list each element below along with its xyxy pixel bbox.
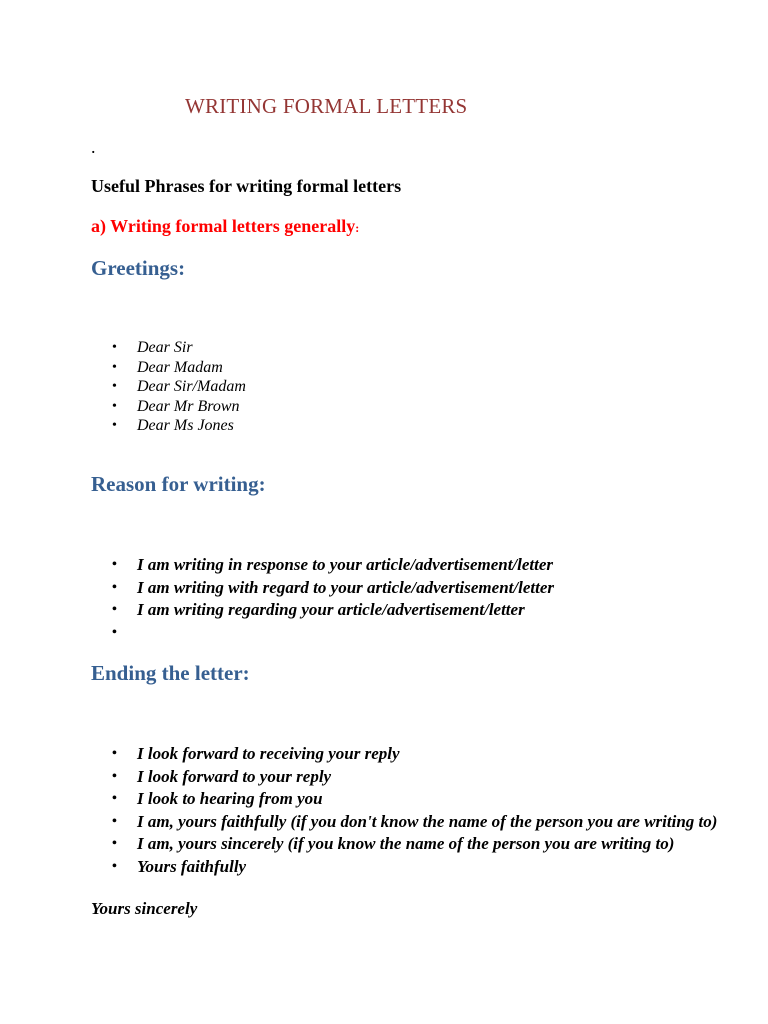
section-a-heading [91, 216, 359, 237]
page-title: WRITING FORMAL LETTERS [185, 94, 468, 118]
subtitle: Useful Phrases for writing formal letters [91, 176, 402, 196]
list-item: • Dear Sir [112, 338, 246, 358]
list-item: • I look forward to your reply [112, 766, 757, 789]
list-item: • Dear Sir/Madam [112, 377, 246, 397]
list-item: • I look forward to receiving your reply [112, 743, 757, 766]
list-item: • I am, yours faithfully (if you don't know the name of the person you are writing to) [112, 811, 757, 834]
greetings-heading: Greetings: [91, 256, 186, 280]
list-item: • Dear Ms Jones [112, 416, 246, 436]
list-item: • I am writing in response to your article/advertisement/letter [112, 554, 554, 577]
list-item [112, 622, 554, 645]
list-item: • I am, yours sincerely (if you know the name of the person you are writing to) [112, 833, 757, 856]
list-item: • Dear Mr Brown [112, 397, 246, 417]
ending-list [112, 743, 757, 878]
list-item: • I look to hearing from you [112, 788, 757, 811]
stray-bullet-dot: . [91, 137, 96, 157]
greetings-list [112, 338, 246, 436]
reason-heading: Reason for writing: [91, 472, 266, 496]
list-item: • I am writing with regard to your article/advertisement/letter [112, 577, 554, 600]
list-item: • Yours faithfully [112, 856, 757, 879]
reason-list [112, 554, 554, 644]
list-item: • Dear Madam [112, 358, 246, 378]
closing-line: Yours sincerely [91, 899, 198, 918]
list-item: • I am writing regarding your article/advertisement/letter [112, 599, 554, 622]
section-a-colon: : [355, 221, 360, 235]
ending-heading: Ending the letter: [91, 661, 250, 685]
section-a-label: a) Writing formal letters generally [91, 216, 356, 236]
